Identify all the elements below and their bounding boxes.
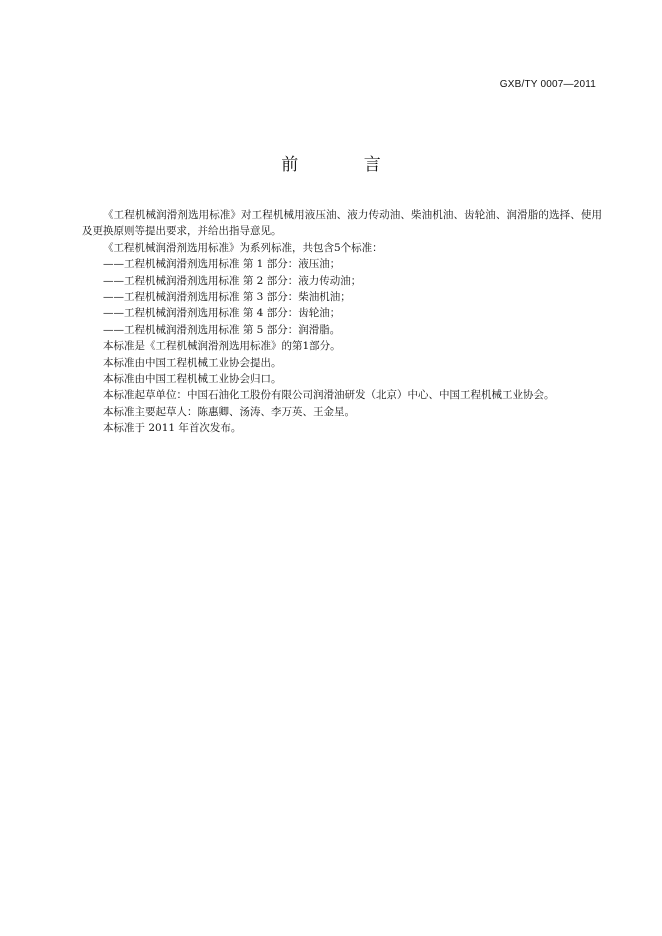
part-paragraph: 本标准是《工程机械润滑剂选用标准》的第1部分。	[103, 340, 341, 353]
drafters-paragraph: 本标准主要起草人：陈惠卿、汤涛、李万英、王金星。	[103, 405, 355, 418]
list-item: ——工程机械润滑剂选用标准 第 5 部分：润滑脂。	[103, 323, 341, 336]
list-item: ——工程机械润滑剂选用标准 第 2 部分：液力传动油；	[103, 274, 362, 287]
standard-code: GXB/TY 0007—2011	[499, 79, 596, 90]
foreword-body	[82, 207, 602, 437]
proposer-paragraph: 本标准由中国工程机械工业协会提出。	[103, 356, 282, 369]
page-title: 前 言	[281, 155, 411, 175]
list-item: ——工程机械润滑剂选用标准 第 3 部分：柴油机油；	[103, 291, 351, 304]
intro-paragraph: 《工程机械润滑剂选用标准》对工程机械用液压油、液力传动油、柴油机油、齿轮油、润滑脂的选择、使用及更换原则等提出要求，并给出指导意见。	[82, 209, 602, 238]
list-item: ——工程机械润滑剂选用标准 第 4 部分：齿轮油；	[103, 307, 341, 320]
list-item: ——工程机械润滑剂选用标准 第 1 部分：液压油；	[103, 258, 341, 271]
release-paragraph: 本标准于 2011 年首次发布。	[103, 422, 242, 435]
administrator-paragraph: 本标准由中国工程机械工业协会归口。	[103, 373, 282, 386]
drafting-unit-paragraph: 本标准起草单位：中国石油化工股份有限公司润滑油研发（北京）中心、中国工程机械工业协会。	[103, 389, 555, 402]
series-paragraph: 《工程机械润滑剂选用标准》为系列标准，共包含5个标准：	[103, 241, 383, 254]
